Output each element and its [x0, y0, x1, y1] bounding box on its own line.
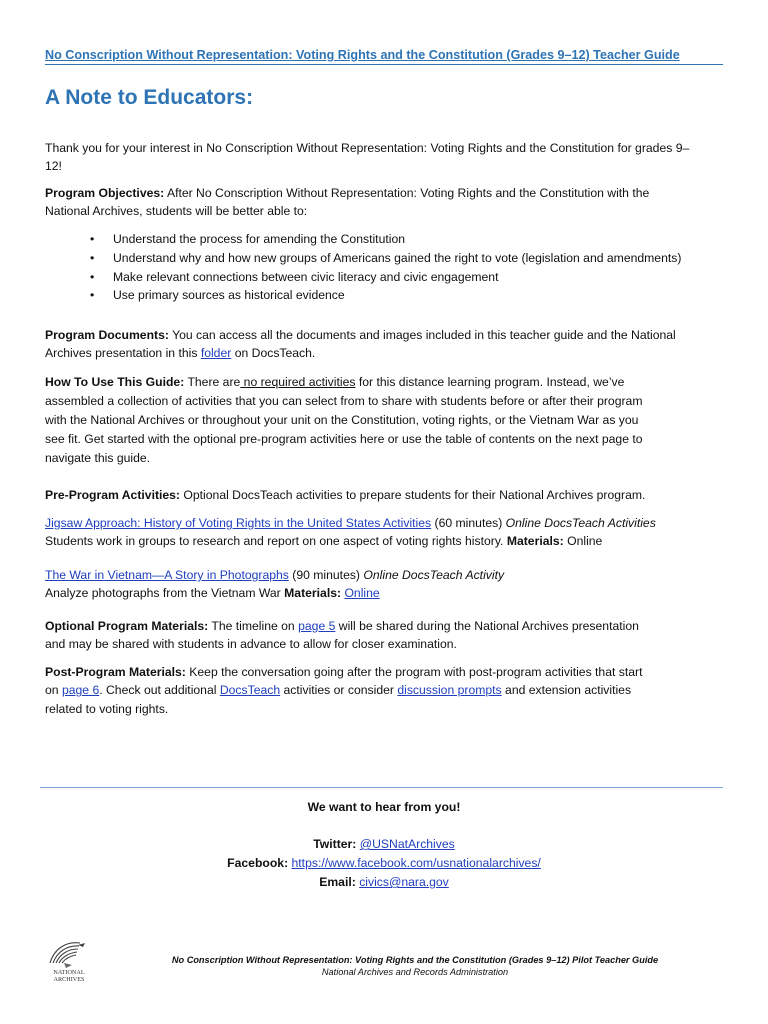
- page-footer: [110, 955, 720, 978]
- list-item-text: Use primary sources as historical evidence: [113, 288, 345, 303]
- bullet-icon: •: [90, 269, 95, 284]
- activity-jigsaw: [45, 514, 723, 551]
- footer-line-2: National Archives and Records Administration: [321, 966, 509, 977]
- jigsaw-materials-label: Materials:: [506, 534, 564, 549]
- running-header: [45, 47, 723, 65]
- page-6-link[interactable]: page 6: [61, 683, 100, 698]
- docsteach-link[interactable]: DocsTeach: [219, 683, 281, 698]
- jigsaw-duration: (60 minutes): [431, 516, 506, 530]
- optional-label: Optional Program Materials:: [45, 619, 209, 633]
- documents-paragraph: [45, 326, 723, 363]
- jigsaw-materials: Online: [563, 534, 603, 549]
- list-item: [45, 268, 723, 287]
- running-header-title: No Conscription Without Representation: Voting Rights and the Constitution (Grades 9–12) Teacher Guide: [45, 48, 680, 62]
- how-to-line2: assembled a collection of activities that you can select from to share with students before or after their program: [45, 393, 643, 408]
- objectives-text-1: After No Conscription Without Representation: Voting Rights and the Constitution with the: [166, 186, 650, 200]
- folder-link[interactable]: folder: [200, 346, 232, 361]
- how-to-line3: with the National Archives or throughout your unit on the Constitution, voting rights, or the Vietnam War as you: [45, 412, 639, 427]
- page-5-link[interactable]: page 5: [298, 619, 336, 633]
- optional-paragraph: [45, 617, 723, 654]
- twitter-label: Twitter:: [313, 837, 357, 851]
- post-program-mid: . Check out additional: [99, 683, 220, 698]
- jigsaw-kind: Online DocsTeach Activities: [505, 516, 656, 530]
- documents-text-2: Archives presentation in this: [45, 346, 201, 361]
- logo-text-2: ARCHIVES: [53, 976, 85, 983]
- pre-program-paragraph: [45, 486, 723, 504]
- how-to-line4: see fit. Get started with the optional pre-program activities here or use the table of contents on the next page to: [45, 431, 643, 446]
- divider: [40, 787, 723, 788]
- objectives-list: [45, 230, 723, 305]
- documents-label: Program Documents:: [45, 328, 169, 342]
- pre-program-text: Optional DocsTeach activities to prepare students for their National Archives program.: [183, 488, 646, 502]
- post-program-end: and extension activities: [501, 683, 632, 698]
- post-program-mid2: activities or consider: [280, 683, 398, 698]
- list-item-text: Make relevant connections between civic literacy and civic engagement: [113, 269, 499, 284]
- optional-line2: and may be shared with students in advance to allow for closer examination.: [45, 637, 457, 652]
- objectives-label: Program Objectives:: [45, 186, 165, 200]
- how-to-label: How To Use This Guide:: [45, 375, 185, 389]
- list-item-text: Understand the process for amending the Constitution: [113, 232, 405, 246]
- bullet-icon: •: [90, 250, 95, 265]
- bullet-icon: •: [90, 288, 95, 303]
- pre-program-label: Pre-Program Activities:: [45, 488, 181, 502]
- vietnam-online-link[interactable]: Online: [344, 586, 380, 601]
- optional-post: will be shared during the National Archives presentation: [335, 619, 639, 633]
- intro-text-cont: 12!: [45, 159, 62, 174]
- email-link[interactable]: civics@nara.gov: [359, 875, 449, 889]
- jigsaw-activity-link[interactable]: Jigsaw Approach: History of Voting Rights in the United States Activities: [45, 516, 432, 530]
- objectives-paragraph: [45, 184, 723, 221]
- vietnam-kind: Online DocsTeach Activity: [363, 568, 505, 582]
- post-program-on: on: [45, 683, 62, 698]
- optional-pre: The timeline on: [208, 619, 299, 633]
- email-label: Email:: [319, 875, 356, 889]
- vietnam-desc: Analyze photographs from the Vietnam War: [45, 586, 285, 601]
- activity-vietnam: [45, 566, 723, 603]
- twitter-link[interactable]: @USNatArchives: [359, 837, 455, 851]
- intro-text: Thank you for your interest in No Conscription Without Representation: Voting Rights and the Constitution for grades 9–: [45, 141, 690, 155]
- bullet-icon: •: [90, 232, 95, 246]
- contact-twitter: [0, 835, 768, 854]
- eagle-logo-icon: [44, 935, 94, 985]
- vietnam-materials-label: Materials:: [284, 586, 342, 601]
- contact-heading: [0, 798, 768, 817]
- post-program-label: Post-Program Materials:: [45, 665, 186, 679]
- contact-heading-text: We want to hear from you!: [307, 800, 461, 814]
- discussion-prompts-link[interactable]: discussion prompts: [397, 683, 502, 698]
- list-item: [45, 230, 723, 249]
- list-item: [45, 249, 723, 268]
- post-program-line3: related to voting rights.: [45, 701, 169, 716]
- contact-email: [0, 873, 768, 892]
- how-to-pre: There are: [187, 375, 241, 389]
- how-to-paragraph: [45, 373, 723, 468]
- documents-text-1: You can access all the documents and images included in this teacher guide and the National: [172, 328, 676, 342]
- how-to-line5: navigate this guide.: [45, 450, 151, 465]
- page-title: A Note to Educators:: [45, 86, 254, 109]
- objectives-text-2: National Archives, students will be better able to:: [45, 204, 308, 219]
- contact-facebook: [0, 854, 768, 873]
- footer-line-1: No Conscription Without Representation: Voting Rights and the Constitution (Grades 9–12) Pilot Teacher Guide: [171, 955, 659, 965]
- vietnam-duration: (90 minutes): [288, 568, 364, 582]
- national-archives-logo: [44, 935, 94, 985]
- post-program-paragraph: [45, 663, 723, 718]
- how-to-line1: for this distance learning program. Instead, we’ve: [355, 375, 625, 389]
- facebook-link[interactable]: https://www.facebook.com/usnationalarchives/: [291, 856, 541, 870]
- list-item-text: Understand why and how new groups of Americans gained the right to vote (legislation and amendments): [113, 250, 682, 265]
- logo-text-1: NATIONAL: [53, 969, 85, 976]
- intro-paragraph: [45, 139, 723, 176]
- no-required-activities: no required activities: [240, 375, 356, 389]
- post-program-line1: Keep the conversation going after the program with post-program activities that start: [185, 665, 643, 679]
- jigsaw-desc: Students work in groups to research and report on one aspect of voting rights history.: [45, 534, 507, 549]
- facebook-label: Facebook:: [227, 856, 289, 870]
- vietnam-activity-link[interactable]: The War in Vietnam—A Story in Photographs: [45, 568, 289, 582]
- list-item: [45, 286, 723, 305]
- documents-text-3: on DocsTeach.: [231, 346, 316, 361]
